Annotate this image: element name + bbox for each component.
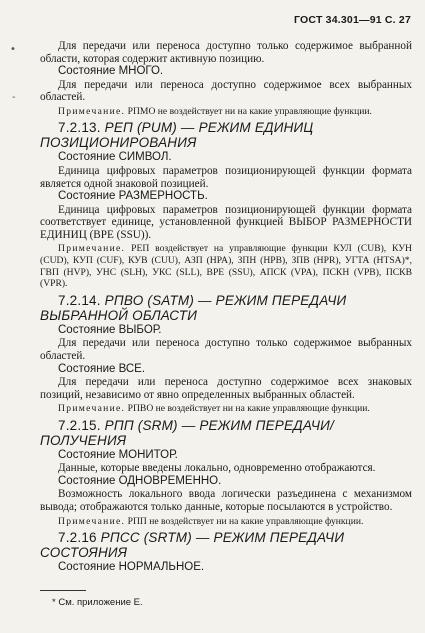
state-line: Состояние МОНИТОР. — [58, 448, 178, 461]
margin-mark: - — [12, 92, 16, 103]
section-title: РПВО (SATM) — РЕЖИМ ПЕРЕДАЧИ ВЫБРАННОЙ ОБЛАСТИ — [40, 292, 347, 323]
section-title: РЕП (PUM) — РЕЖИМ ЕДИНИЦ ПОЗИЦИОНИРОВАНИЯ — [40, 120, 314, 151]
note-label: Примечание. — [58, 243, 126, 255]
page-header: ГОСТ 34.301—91 С. 27 — [294, 14, 411, 26]
section-heading — [40, 120, 412, 150]
footnote: * См. приложение Е. — [52, 597, 143, 608]
state-line: Состояние ОДНОВРЕМЕННО. — [58, 474, 222, 487]
note — [40, 403, 412, 415]
note-text: РЕП воздействует на управляющие функции КУЛ (CUB), КУН (CUD), КУП (CUF), КУВ (CUU), АЗП (HPA), ЗПН (HPB), ЗПВ (HPR), УГТА (HTSA)*, ГВП (HVP), УНС (SLH), УКС (SLL), ВРЕ (SSU), АПСК (VPA), ПСКН (VPB), ПСКВ (VPR). — [40, 243, 412, 290]
state-line: Состояние НОРМАЛЬНОЕ. — [58, 561, 205, 574]
paragraph: Данные, которые введены локально, одновременно отображаются. — [58, 462, 376, 475]
note — [40, 106, 412, 118]
paragraph: Возможность локального ввода логически разъединена с механизмом вывода; отображаются только данные, которые посылаются в устройство. — [40, 488, 412, 513]
state-line: Состояние МНОГО. — [58, 65, 164, 78]
section-number: 7.2.14. — [58, 292, 101, 308]
note-label: Примечание. — [58, 105, 126, 117]
state-line: Состояние РАЗМЕРНОСТЬ. — [58, 190, 208, 203]
paragraph: Для передачи или переноса доступно содержимое всех знаковых позиций, независимо от явно определенных выбранных областей. — [40, 376, 412, 401]
note-text: РПП не воздействует ни на какие управляющие функции. — [125, 515, 364, 527]
state-line: Состояние ВЫБОР. — [58, 323, 162, 336]
note-text: РПМО не воздействует ни на какие управляющие функции. — [125, 105, 372, 117]
paragraph: Для передачи или переноса доступно только содержимое выбранной области, которая содержит активную позицию. — [40, 40, 412, 65]
note — [40, 516, 412, 528]
section-title: РПСС (SRTM) — РЕЖИМ ПЕРЕДАЧИ СОСТОЯНИЯ — [40, 530, 345, 561]
state-line: Состояние СИМВОЛ. — [58, 151, 172, 164]
note — [40, 243, 412, 289]
paragraph: Единица цифровых параметров позиционирующей функции формата соответствует единице, установленной функцией ВЫБОР РАЗМЕРНОСТИ ЕДИНИЦ (ВРЕ (SSU)). — [40, 203, 412, 241]
note-label: Примечание. — [58, 515, 126, 527]
section-heading — [40, 293, 412, 323]
section-heading — [40, 530, 412, 560]
section-number: 7.2.16 — [58, 530, 97, 546]
section-number: 7.2.13. — [58, 120, 101, 136]
note-label: Примечание. — [58, 403, 126, 415]
section-heading — [40, 418, 412, 448]
paragraph: Для передачи или переноса доступно только содержимое выбранных областей. — [40, 337, 412, 362]
margin-mark: • — [10, 44, 16, 55]
note-text: РПВО не воздействует ни на какие управляющие функции. — [125, 403, 370, 415]
document-body — [40, 40, 412, 575]
footnote-rule — [40, 590, 86, 591]
paragraph: Единица цифровых параметров позиционирующей функции формата является одной знаковой позицией. — [40, 164, 412, 190]
section-number: 7.2.15. — [58, 417, 101, 433]
state-line: Состояние ВСЕ. — [58, 362, 146, 375]
paragraph: Для передачи или переноса доступно содержимое всех выбранных областей. — [40, 78, 412, 104]
section-title: РПП (SRM) — РЕЖИМ ПЕРЕДАЧИ/ПОЛУЧЕНИЯ — [40, 417, 334, 448]
